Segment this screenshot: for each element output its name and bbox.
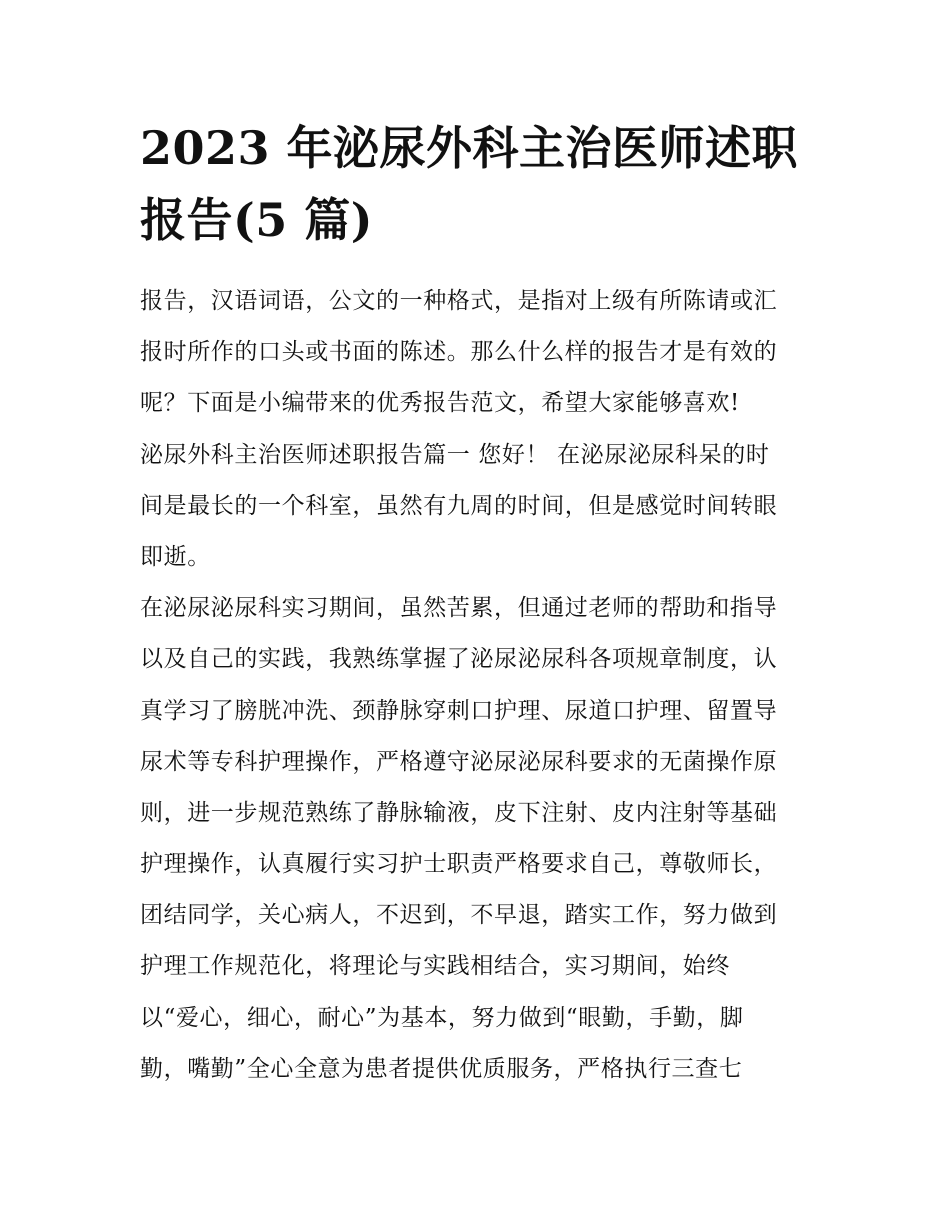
body-line: 护理操作，认真履行实习护士职责严格要求自己，尊敬师长，	[140, 851, 778, 878]
body-line: 则，进一步规范熟练了静脉输液，皮下注射、皮内注射等基础	[140, 799, 778, 826]
title-line-2: 报告(5 篇)	[140, 193, 374, 247]
body-line: 以“爱心，细心，耐心”为基本，努力做到“眼勤，手勤，脚	[140, 1004, 744, 1031]
body-line: 以及自己的实践，我熟练掌握了泌尿泌尿科各项规章制度，认	[140, 646, 778, 673]
body-line: 真学习了膀胱冲洗、颈静脉穿刺口护理、尿道口护理、留置导	[140, 697, 778, 724]
body-line: 呢？下面是小编带来的优秀报告范文，希望大家能够喜欢!	[140, 390, 740, 417]
body-line: 报告，汉语词语，公文的一种格式，是指对上级有所陈请或汇	[140, 288, 778, 314]
body-line: 尿术等专科护理操作，严格遵守泌尿泌尿科要求的无菌操作原	[140, 748, 778, 775]
document-body	[140, 276, 820, 1095]
body-line: 在泌尿泌尿科实习期间，虽然苦累，但通过老师的帮助和指导	[140, 595, 778, 622]
body-line: 护理工作规范化，将理论与实践相结合，实习期间，始终	[140, 953, 730, 980]
body-line: 即逝。	[140, 543, 211, 570]
document-title	[140, 112, 820, 256]
body-line: 间是最长的一个科室，虽然有九周的时间，但是感觉时间转眼	[140, 492, 778, 519]
body-line: 泌尿外科主治医师述职报告篇一 您好！ 在泌尿泌尿科呆的时	[140, 441, 770, 468]
body-line: 报时所作的口头或书面的陈述。那么什么样的报告才是有效的	[140, 339, 778, 366]
title-line-1: 2023 年泌尿外科主治医师述职	[140, 121, 799, 175]
body-line: 勤，嘴勤”全心全意为患者提供优质服务，严格执行三查七	[140, 1055, 743, 1082]
body-line: 团结同学，关心病人，不迟到，不早退，踏实工作，努力做到	[140, 902, 778, 929]
